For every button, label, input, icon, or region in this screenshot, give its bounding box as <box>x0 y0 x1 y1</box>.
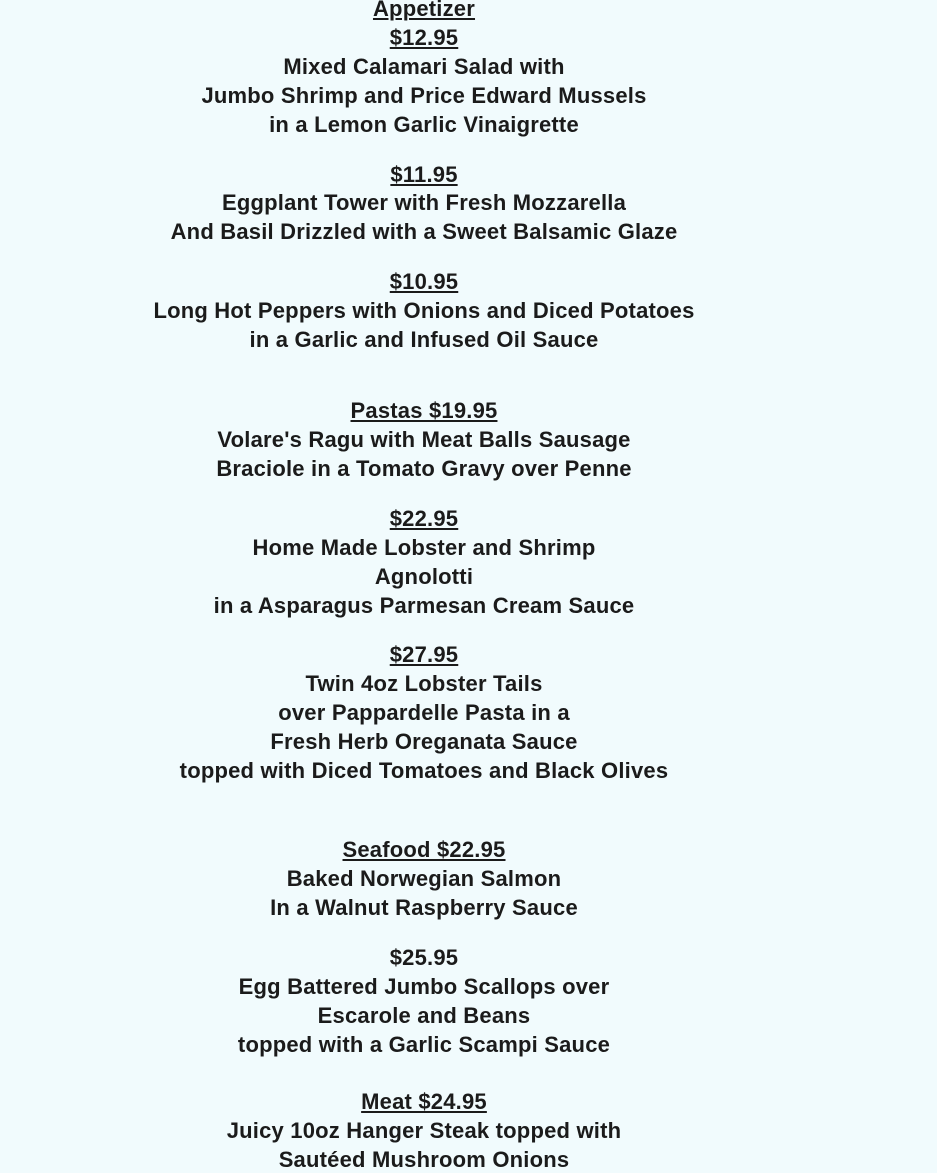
item-description-line: Twin 4oz Lobster Tails <box>305 671 543 696</box>
item-description-line: Jumbo Shrimp and Price Edward Mussels <box>201 83 647 108</box>
item-description-line: in a Lemon Garlic Vinaigrette <box>269 112 579 137</box>
item-description-line: Long Hot Peppers with Onions and Diced Potatoes <box>153 298 695 323</box>
item-price: $25.95 <box>389 945 459 970</box>
section-heading-appetizer: Appetizer <box>372 0 476 21</box>
item-description-line: Agnolotti <box>374 564 474 589</box>
item-description-line: Escarole and Beans <box>317 1003 531 1028</box>
item-description-line: Volare's Ragu with Meat Balls Sausage <box>217 427 631 452</box>
item-price: $27.95 <box>389 642 459 667</box>
item-description-line: Mixed Calamari Salad with <box>283 54 565 79</box>
item-description-line: in a Asparagus Parmesan Cream Sauce <box>213 593 635 618</box>
item-description-line: in a Garlic and Infused Oil Sauce <box>249 327 599 352</box>
item-description-line: Braciole in a Tomato Gravy over Penne <box>216 456 632 481</box>
item-description-line: Fresh Herb Oreganata Sauce <box>270 729 578 754</box>
item-description-line: over Pappardelle Pasta in a <box>278 700 570 725</box>
item-description-line: In a Walnut Raspberry Sauce <box>270 895 578 920</box>
item-description-line: Egg Battered Jumbo Scallops over <box>238 974 610 999</box>
item-description-line: And Basil Drizzled with a Sweet Balsamic Glaze <box>170 219 678 244</box>
item-description-line: Juicy 10oz Hanger Steak topped with <box>226 1118 622 1143</box>
item-description-line: Eggplant Tower with Fresh Mozzarella <box>221 190 627 215</box>
item-price: $11.95 <box>390 162 458 187</box>
item-description-line: topped with Diced Tomatoes and Black Olives <box>179 758 669 783</box>
item-description-line: Baked Norwegian Salmon <box>286 866 562 891</box>
item-price: $12.95 <box>389 25 459 50</box>
item-price: $10.95 <box>389 269 459 294</box>
section-heading-meat: Meat $24.95 <box>361 1089 487 1114</box>
item-description-line: Home Made Lobster and Shrimp <box>252 535 596 560</box>
item-description-line: topped with a Garlic Scampi Sauce <box>237 1032 611 1057</box>
section-heading-pastas: Pastas $19.95 <box>350 398 498 423</box>
item-description-line: Sautéed Mushroom Onions <box>278 1147 570 1172</box>
item-price: $22.95 <box>389 506 459 531</box>
section-heading-seafood: Seafood $22.95 <box>342 837 506 862</box>
